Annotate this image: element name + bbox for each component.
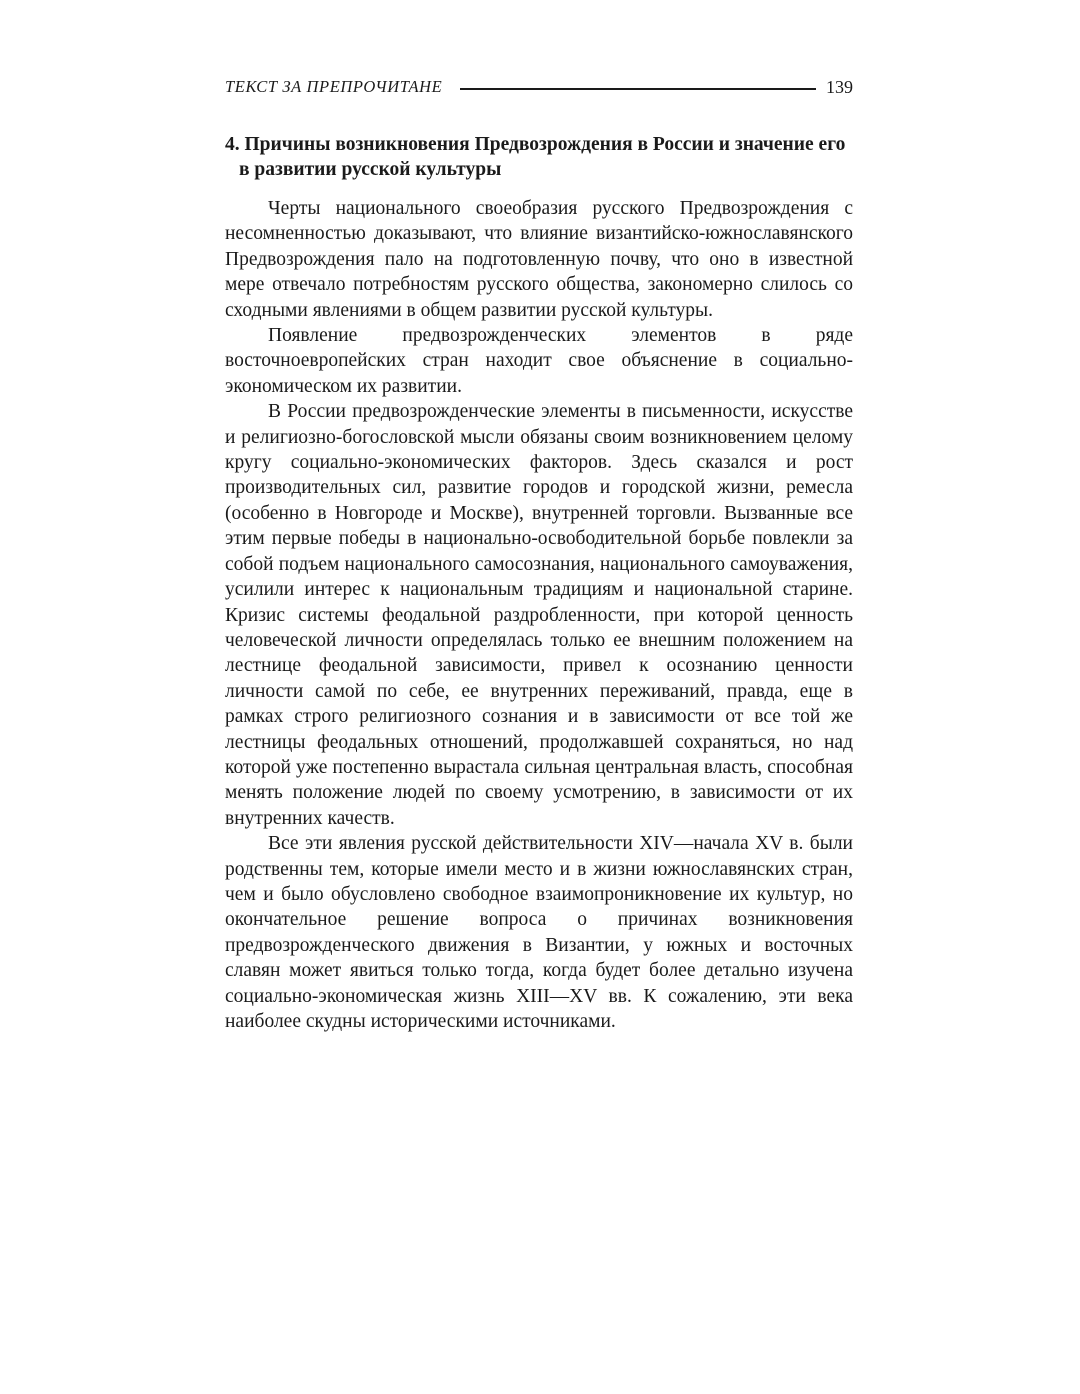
paragraph-1: Черты национального своеобразия русского Предвозрождения с несомненностью доказывают, что влияние византийско-южнославянского Предвозрождения пало на подготовленную почву, что оно в известной мере отвечало потребностям русского общества, закономерно слилось со сходными явлениями в общем развитии русской культуры. <box>225 198 853 321</box>
header-rule <box>460 88 816 90</box>
section-heading: 4. Причины возникновения Предвозрождения в России и значение его в развитии русской культуры <box>225 134 846 180</box>
paragraph-2: Появление предвозрожденческих элементов в ряде восточноевропейских стран находит свое объяснение в социально-экономическом их развитии. <box>225 325 853 397</box>
paragraph-3: В России предвозрожденческие элементы в письменности, искусстве и религиозно-богословской мысли обязаны своим возникновением целому кругу социально-экономических факторов. Здесь сказался и рост производительных сил, развитие городов и городской жизни, ремесла (особенно в Новгороде и Москве), внутренней торговли. Вызванные все этим первые победы в национально-освободительной борьбе повлекли за собой подъем национального самосознания, национального самоуважения, усилили интерес к национальным традициям и национальной старине. Кризис системы феодальной раздробленности, при которой ценность человеческой личности определялась только ее внешним положением на лестнице феодальной зависимости, привел к осознанию ценности личности самой по себе, ее внутренних переживаний, правда, еще в рамках строго религиозного сознания и в зависимости от все той же лестницы феодальных отношений, продолжавшей сохраняться, но над которой уже постепенно вырастала сильная центральная власть, способная менять положение людей по своему усмотрению, в зависимости от их внутренних качеств. <box>225 401 853 829</box>
page-number: 139 <box>826 76 853 97</box>
running-header <box>225 70 853 104</box>
book-page <box>225 70 853 1034</box>
body-text <box>225 196 853 1034</box>
paragraph-4: Все эти явления русской действительности XIV—начала XV в. были родственны тем, которые имели место и в жизни южнославянских стран, чем и было обусловлено свободное взаимопроникновение их культур, но окончательное решение вопроса о причинах возникновения предвозрожденческого движения в Византии, у южных и восточных славян может явиться только тогда, когда будет более детально изучена социально-экономическая жизнь XIII—XV вв. К сожалению, эти века наиболее скудны историческими источниками. <box>225 833 853 1032</box>
running-title: ТЕКСТ ЗА ПРЕПРОЧИТАНЕ <box>225 77 443 96</box>
